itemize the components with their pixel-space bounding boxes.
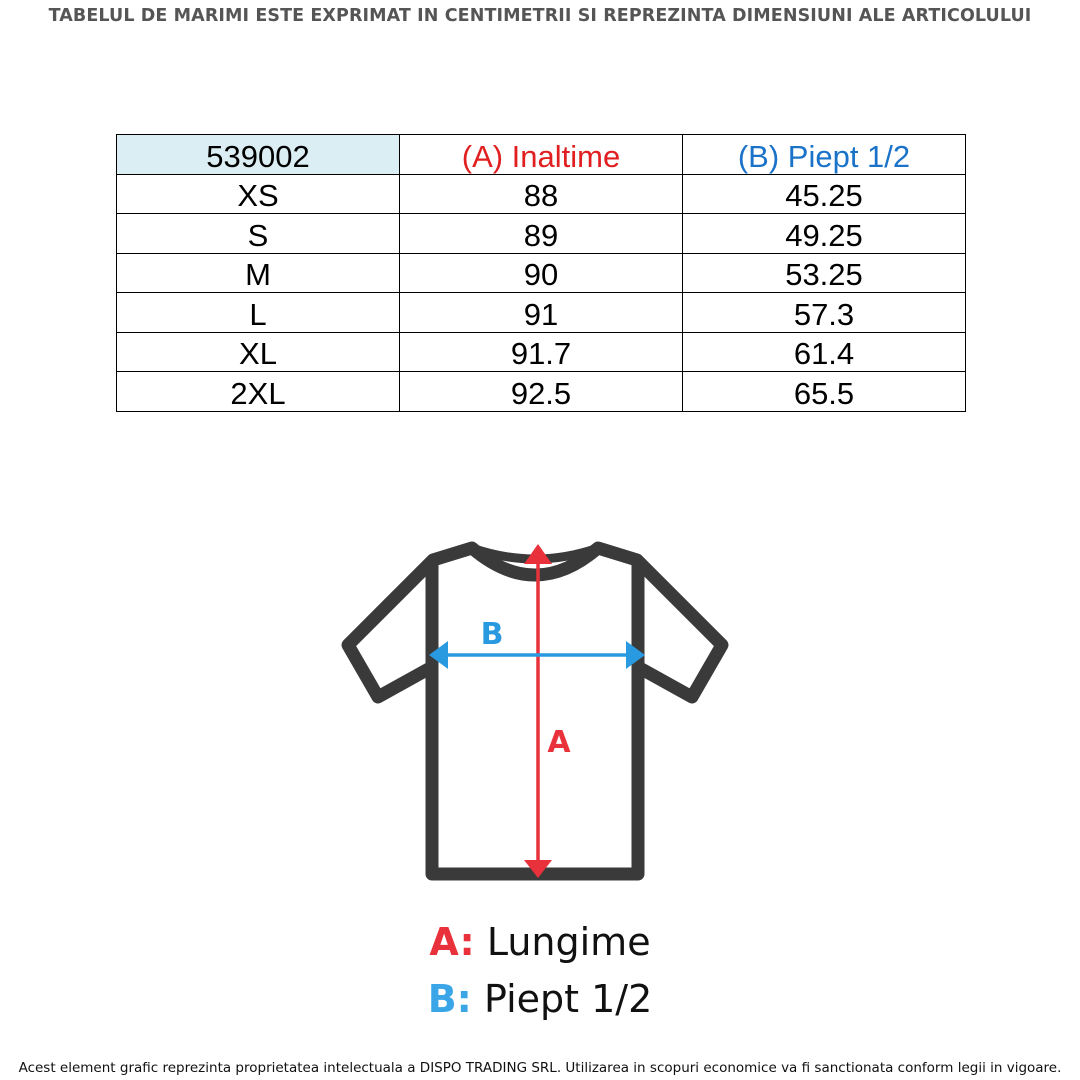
- size-table: [116, 134, 966, 412]
- size-cell: M: [117, 253, 400, 293]
- chest-cell: 61.4: [683, 332, 966, 372]
- legend-text-b: Piept 1/2: [483, 977, 653, 1021]
- height-column-header: (A) Inaltime: [400, 135, 683, 175]
- tshirt-svg: [330, 530, 750, 890]
- size-chart-notice: TABELUL DE MARIMI ESTE EXPRIMAT IN CENTIMETRII SI REPREZINTA DIMENSIUNI ALE ARTICOLULUI: [48, 6, 1032, 26]
- size-cell: XS: [117, 174, 400, 214]
- table-row: [117, 332, 966, 372]
- height-cell: 88: [400, 174, 683, 214]
- diagram-label-b: B: [480, 617, 504, 652]
- copyright-notice: Acest element grafic reprezinta proprietatea intelectuala a DISPO TRADING SRL. Utilizarea in scopuri economice va fi sanctionata conform legii in vigoare.: [18, 1060, 1062, 1076]
- table-row: [117, 293, 966, 333]
- table-row: [117, 214, 966, 254]
- height-cell: 91: [400, 293, 683, 333]
- tshirt-outline-icon: [348, 548, 722, 874]
- tshirt-diagram: [330, 530, 750, 890]
- height-cell: 90: [400, 253, 683, 293]
- chest-cell: 53.25: [683, 253, 966, 293]
- diagram-label-a: A: [547, 725, 571, 760]
- height-cell: 91.7: [400, 332, 683, 372]
- chest-column-header: (B) Piept 1/2: [683, 135, 966, 175]
- height-cell: 92.5: [400, 372, 683, 412]
- table-row: [117, 253, 966, 293]
- legend-text-a: Lungime: [486, 920, 651, 964]
- table-row: [117, 174, 966, 214]
- size-cell: 2XL: [117, 372, 400, 412]
- product-code-header: 539002: [117, 135, 400, 175]
- chest-cell: 65.5: [683, 372, 966, 412]
- legend-key-b: B:: [427, 977, 472, 1021]
- size-cell: S: [117, 214, 400, 254]
- legend-chest: [0, 977, 1080, 1021]
- table-row: [117, 372, 966, 412]
- legend-length: [0, 920, 1080, 964]
- size-cell: L: [117, 293, 400, 333]
- size-cell: XL: [117, 332, 400, 372]
- arrow-a-icon: [524, 544, 552, 878]
- chest-cell: 49.25: [683, 214, 966, 254]
- table-header-row: [117, 135, 966, 175]
- legend-key-a: A:: [429, 920, 475, 964]
- chest-cell: 57.3: [683, 293, 966, 333]
- height-cell: 89: [400, 214, 683, 254]
- chest-cell: 45.25: [683, 174, 966, 214]
